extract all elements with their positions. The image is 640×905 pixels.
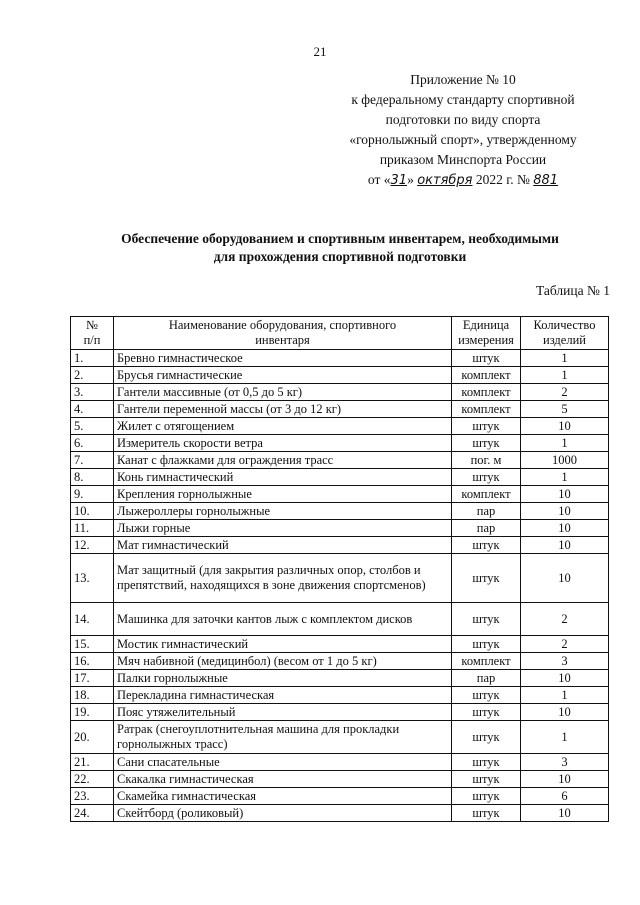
appendix-line: подготовки по виду спорта	[385, 112, 541, 127]
table-row	[71, 350, 609, 367]
title-line-1: Обеспечение оборудованием и спортивным инвентарем, необходимыми	[121, 231, 559, 246]
table-row	[71, 435, 609, 452]
item-name: Лыжи горные	[114, 520, 452, 537]
item-quantity: 3	[521, 754, 609, 771]
table-body	[71, 350, 609, 822]
appendix-line: к федеральному стандарту спортивной	[351, 92, 575, 107]
row-number: 1.	[71, 350, 114, 367]
item-quantity: 10	[521, 486, 609, 503]
table-row	[71, 636, 609, 653]
item-unit: штук	[452, 537, 521, 554]
row-number: 15.	[71, 636, 114, 653]
item-name: Перекладина гимнастическая	[114, 687, 452, 704]
table-row	[71, 721, 609, 754]
item-quantity: 10	[521, 805, 609, 822]
row-number: 14.	[71, 603, 114, 636]
item-unit: комплект	[452, 486, 521, 503]
appendix-header	[318, 70, 608, 191]
order-reference	[318, 170, 608, 191]
item-unit: штук	[452, 687, 521, 704]
row-number: 2.	[71, 367, 114, 384]
table-row	[71, 452, 609, 469]
table-label: Таблица № 1	[536, 283, 610, 298]
row-number: 16.	[71, 653, 114, 670]
table-row	[71, 805, 609, 822]
appendix-line: «горнолыжный спорт», утвержденному	[349, 132, 577, 147]
row-number: 4.	[71, 401, 114, 418]
header-unit: Единица измерения	[452, 317, 521, 350]
item-quantity: 10	[521, 670, 609, 687]
item-quantity: 5	[521, 401, 609, 418]
order-day: 31	[390, 173, 408, 188]
item-unit: штук	[452, 771, 521, 788]
item-name: Скейтборд (роликовый)	[114, 805, 452, 822]
order-year: 2022 г. №	[475, 172, 530, 187]
row-number: 12.	[71, 537, 114, 554]
document-title	[60, 230, 620, 266]
item-name: Скамейка гимнастическая	[114, 788, 452, 805]
row-number: 19.	[71, 704, 114, 721]
item-name: Конь гимнастический	[114, 469, 452, 486]
item-name: Лыжероллеры горнолыжные	[114, 503, 452, 520]
header-name: Наименование оборудования, спортивного инвентаря	[114, 317, 452, 350]
item-unit: штук	[452, 435, 521, 452]
item-quantity: 10	[521, 537, 609, 554]
item-name: Ратрак (снегоуплотнительная машина для прокладки горнолыжных трасс)	[114, 721, 452, 754]
table-row	[71, 520, 609, 537]
table-row	[71, 537, 609, 554]
table-row	[71, 384, 609, 401]
row-number: 13.	[71, 554, 114, 603]
item-quantity: 10	[521, 704, 609, 721]
item-quantity: 3	[521, 653, 609, 670]
item-quantity: 1	[521, 367, 609, 384]
item-name: Скакалка гимнастическая	[114, 771, 452, 788]
item-unit: штук	[452, 636, 521, 653]
item-name: Палки горнолыжные	[114, 670, 452, 687]
row-number: 9.	[71, 486, 114, 503]
item-name: Пояс утяжелительный	[114, 704, 452, 721]
item-quantity: 2	[521, 636, 609, 653]
table-row	[71, 771, 609, 788]
table-row	[71, 554, 609, 603]
title-line-2: для прохождения спортивной подготовки	[213, 249, 467, 264]
row-number: 22.	[71, 771, 114, 788]
item-name: Брусья гимнастические	[114, 367, 452, 384]
equipment-table-wrapper	[70, 316, 608, 822]
header-qty: Количество изделий	[521, 317, 609, 350]
item-quantity: 1	[521, 687, 609, 704]
item-quantity: 1	[521, 350, 609, 367]
item-name: Мат гимнастический	[114, 537, 452, 554]
appendix-title: Приложение № 10	[410, 72, 516, 87]
item-unit: штук	[452, 350, 521, 367]
item-quantity: 10	[521, 554, 609, 603]
appendix-line: приказом Минспорта России	[379, 152, 547, 167]
row-number: 6.	[71, 435, 114, 452]
item-name: Гантели массивные (от 0,5 до 5 кг)	[114, 384, 452, 401]
order-mid: »	[407, 172, 414, 187]
table-row	[71, 603, 609, 636]
item-unit: штук	[452, 603, 521, 636]
row-number: 10.	[71, 503, 114, 520]
item-unit: комплект	[452, 401, 521, 418]
row-number: 21.	[71, 754, 114, 771]
item-unit: пар	[452, 503, 521, 520]
item-unit: пог. м	[452, 452, 521, 469]
table-row	[71, 486, 609, 503]
order-prefix: от «	[367, 172, 391, 187]
row-number: 5.	[71, 418, 114, 435]
item-quantity: 2	[521, 603, 609, 636]
item-quantity: 10	[521, 520, 609, 537]
item-name: Мостик гимнастический	[114, 636, 452, 653]
table-row	[71, 401, 609, 418]
order-month: октября	[417, 173, 473, 188]
item-quantity: 10	[521, 418, 609, 435]
table-header-row	[71, 317, 609, 350]
item-name: Машинка для заточки кантов лыж с комплектом дисков	[114, 603, 452, 636]
item-unit: комплект	[452, 653, 521, 670]
table-row	[71, 788, 609, 805]
table-row	[71, 503, 609, 520]
table-row	[71, 704, 609, 721]
row-number: 20.	[71, 721, 114, 754]
row-number: 23.	[71, 788, 114, 805]
item-name: Крепления горнолыжные	[114, 486, 452, 503]
row-number: 18.	[71, 687, 114, 704]
row-number: 24.	[71, 805, 114, 822]
item-quantity: 6	[521, 788, 609, 805]
item-quantity: 1	[521, 469, 609, 486]
table-row	[71, 653, 609, 670]
item-name: Жилет с отягощением	[114, 418, 452, 435]
row-number: 17.	[71, 670, 114, 687]
page-number: 21	[313, 44, 327, 59]
item-unit: штук	[452, 754, 521, 771]
item-name: Мат защитный (для закрытия различных опор, столбов и препятствий, находящихся в зоне движения спортсменов)	[114, 554, 452, 603]
item-name: Гантели переменной массы (от 3 до 12 кг)	[114, 401, 452, 418]
row-number: 11.	[71, 520, 114, 537]
item-name: Канат с флажками для ограждения трасс	[114, 452, 452, 469]
header-num: № п/п	[71, 317, 114, 350]
item-name: Бревно гимнастическое	[114, 350, 452, 367]
order-number: 881	[533, 173, 559, 188]
item-quantity: 1	[521, 435, 609, 452]
row-number: 3.	[71, 384, 114, 401]
table-row	[71, 469, 609, 486]
item-quantity: 1000	[521, 452, 609, 469]
item-name: Измеритель скорости ветра	[114, 435, 452, 452]
item-unit: штук	[452, 704, 521, 721]
item-quantity: 1	[521, 721, 609, 754]
item-quantity: 10	[521, 771, 609, 788]
table-row	[71, 670, 609, 687]
item-name: Мяч набивной (медицинбол) (весом от 1 до 5 кг)	[114, 653, 452, 670]
item-quantity: 10	[521, 503, 609, 520]
item-unit: штук	[452, 721, 521, 754]
item-unit: пар	[452, 520, 521, 537]
item-name: Сани спасательные	[114, 754, 452, 771]
table-row	[71, 418, 609, 435]
equipment-table	[70, 316, 609, 822]
item-unit: штук	[452, 788, 521, 805]
item-unit: штук	[452, 805, 521, 822]
item-unit: штук	[452, 469, 521, 486]
table-row	[71, 687, 609, 704]
table-row	[71, 367, 609, 384]
table-row	[71, 754, 609, 771]
item-unit: штук	[452, 418, 521, 435]
item-unit: комплект	[452, 384, 521, 401]
row-number: 7.	[71, 452, 114, 469]
item-unit: пар	[452, 670, 521, 687]
row-number: 8.	[71, 469, 114, 486]
item-unit: комплект	[452, 367, 521, 384]
item-quantity: 2	[521, 384, 609, 401]
item-unit: штук	[452, 554, 521, 603]
